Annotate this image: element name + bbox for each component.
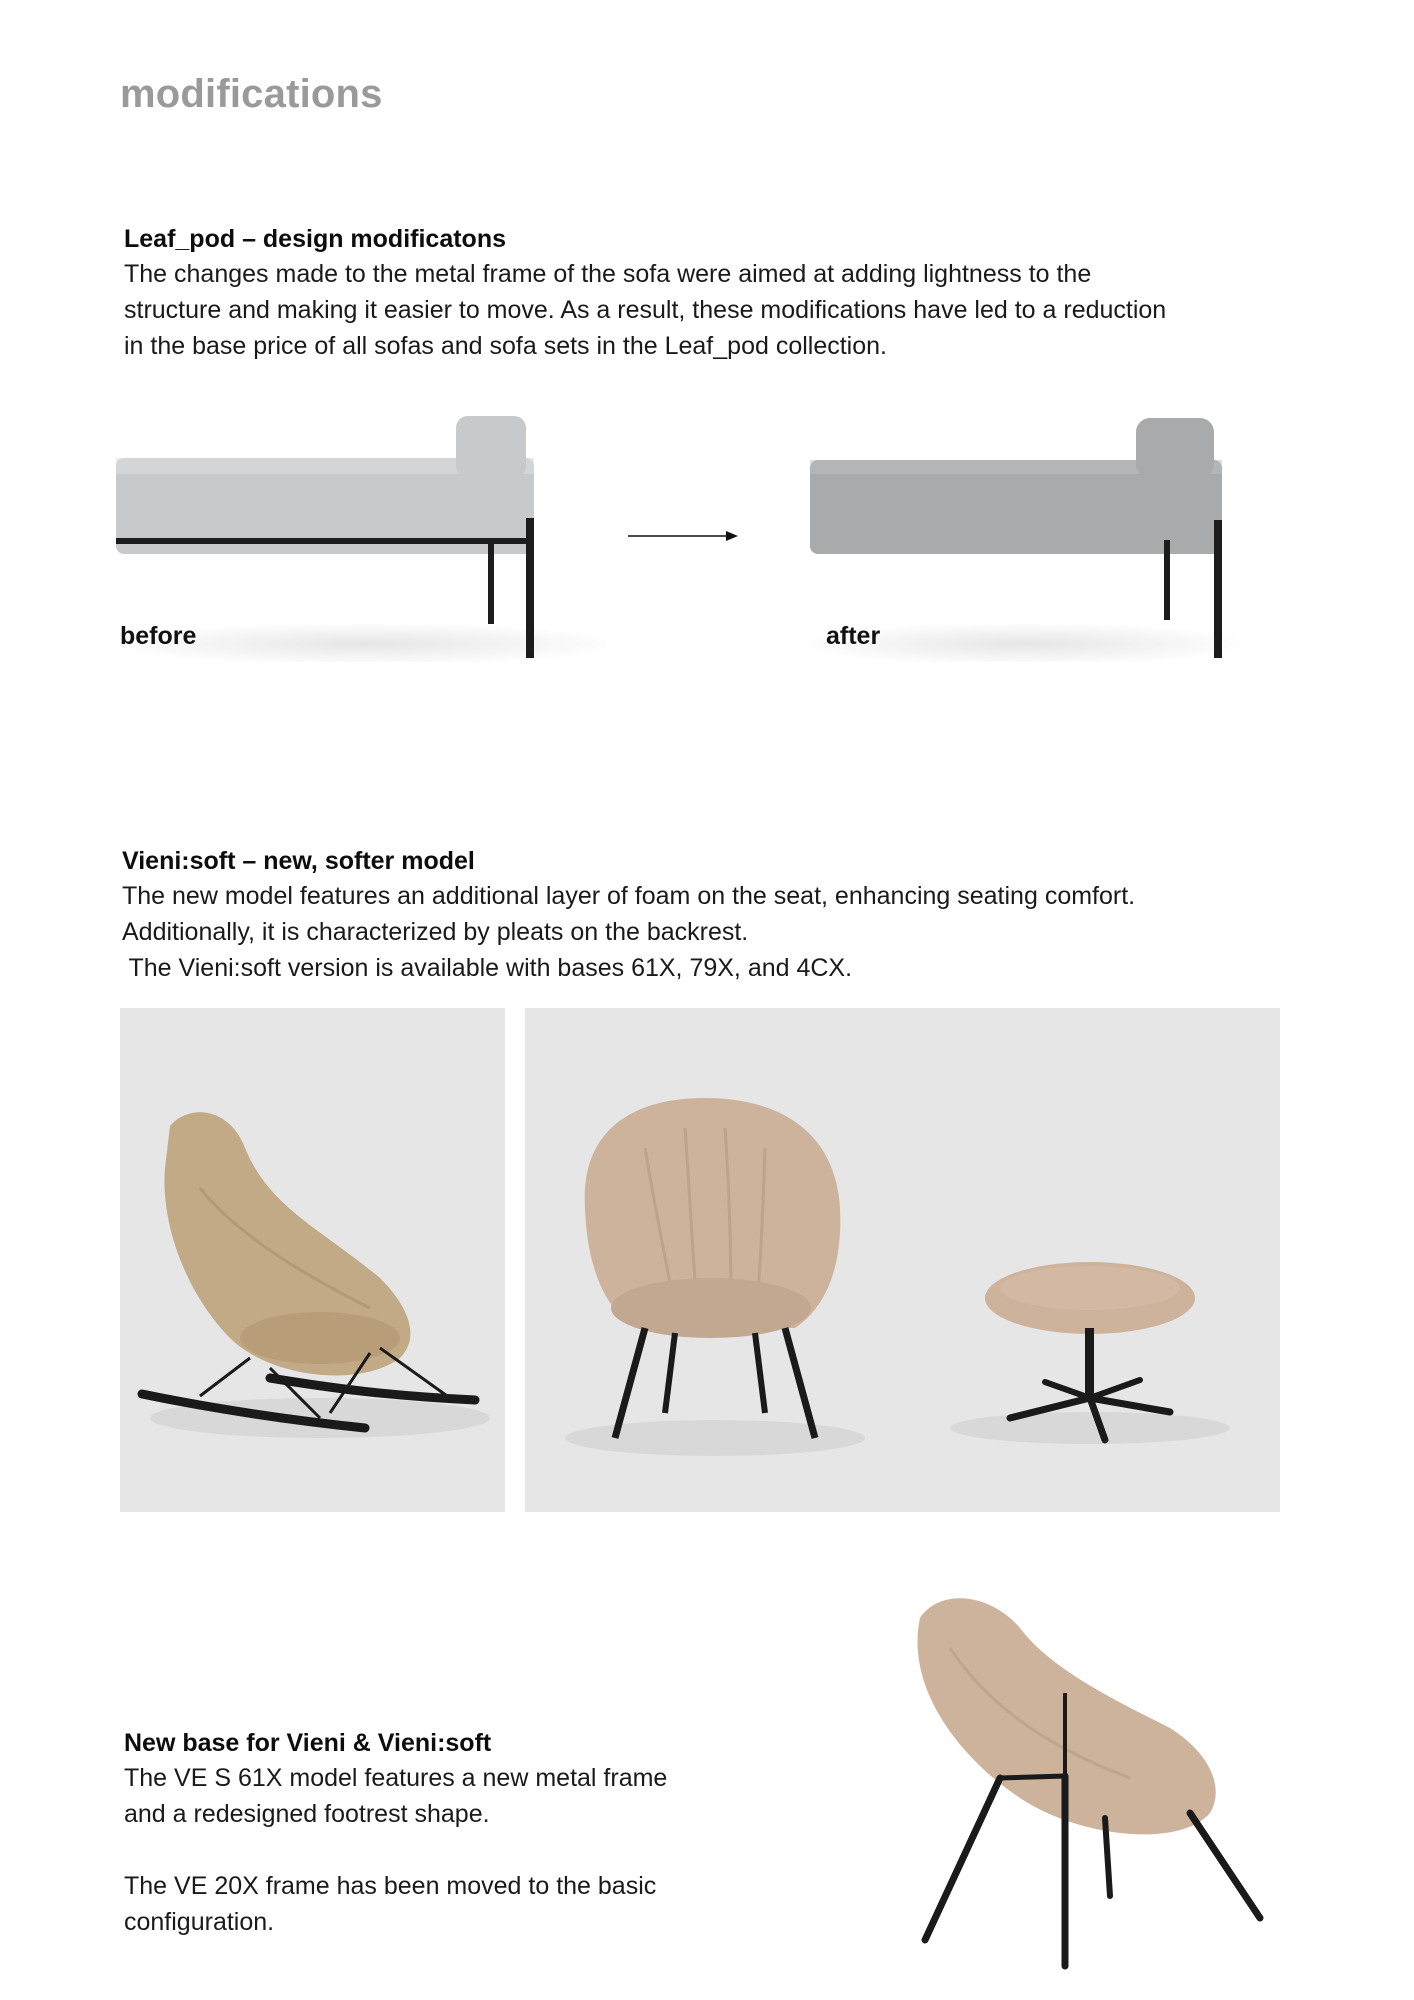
new-base-line-4: configuration.	[124, 1908, 275, 1936]
leaf-pod-line-1: The changes made to the metal frame of the sofa were aimed at adding lightness to the	[124, 260, 1092, 288]
new-base-line-3: The VE 20X frame has been moved to the basic	[124, 1872, 657, 1900]
new-base-line-1: The VE S 61X model features a new metal frame	[124, 1764, 668, 1792]
vieni-soft-heading: Vieni:soft – new, softer model	[122, 847, 475, 875]
before-label: before	[120, 622, 197, 650]
new-base-chair-photo	[880, 1578, 1280, 1978]
footstool-photo	[905, 1008, 1280, 1512]
new-base-spacer	[124, 1832, 667, 1868]
vieni-soft-line-1: The new model features an additional layer of foam on the seat, enhancing seating comfort.	[122, 882, 1136, 910]
leaf-pod-line-3: in the base price of all sofas and sofa sets in the Leaf_pod collection.	[124, 332, 887, 360]
after-label: after	[826, 622, 881, 650]
vieni-soft-section	[122, 844, 1135, 986]
arrow-right-icon	[628, 528, 738, 544]
vieni-soft-line-3: The Vieni:soft version is available with bases 61X, 79X, and 4CX.	[122, 954, 853, 982]
leaf-pod-heading: Leaf_pod – design modificatons	[124, 225, 506, 253]
leaf-pod-line-2: structure and making it easier to move. As a result, these modifications have led to a reduction	[124, 296, 1167, 324]
new-base-heading: New base for Vieni & Vieni:soft	[124, 1729, 492, 1757]
lounge-chair-photo	[525, 1008, 905, 1512]
sofa-after-armrest	[1136, 418, 1214, 478]
page-title: modifications	[120, 72, 383, 116]
new-base-section	[124, 1726, 667, 1940]
leaf-pod-section	[124, 222, 1166, 364]
new-base-line-2: and a redesigned footrest shape.	[124, 1800, 490, 1828]
vieni-soft-line-2: Additionally, it is characterized by pleats on the backrest.	[122, 918, 749, 946]
sofa-before-armrest	[456, 416, 526, 478]
rocking-chair-photo	[120, 1008, 505, 1512]
